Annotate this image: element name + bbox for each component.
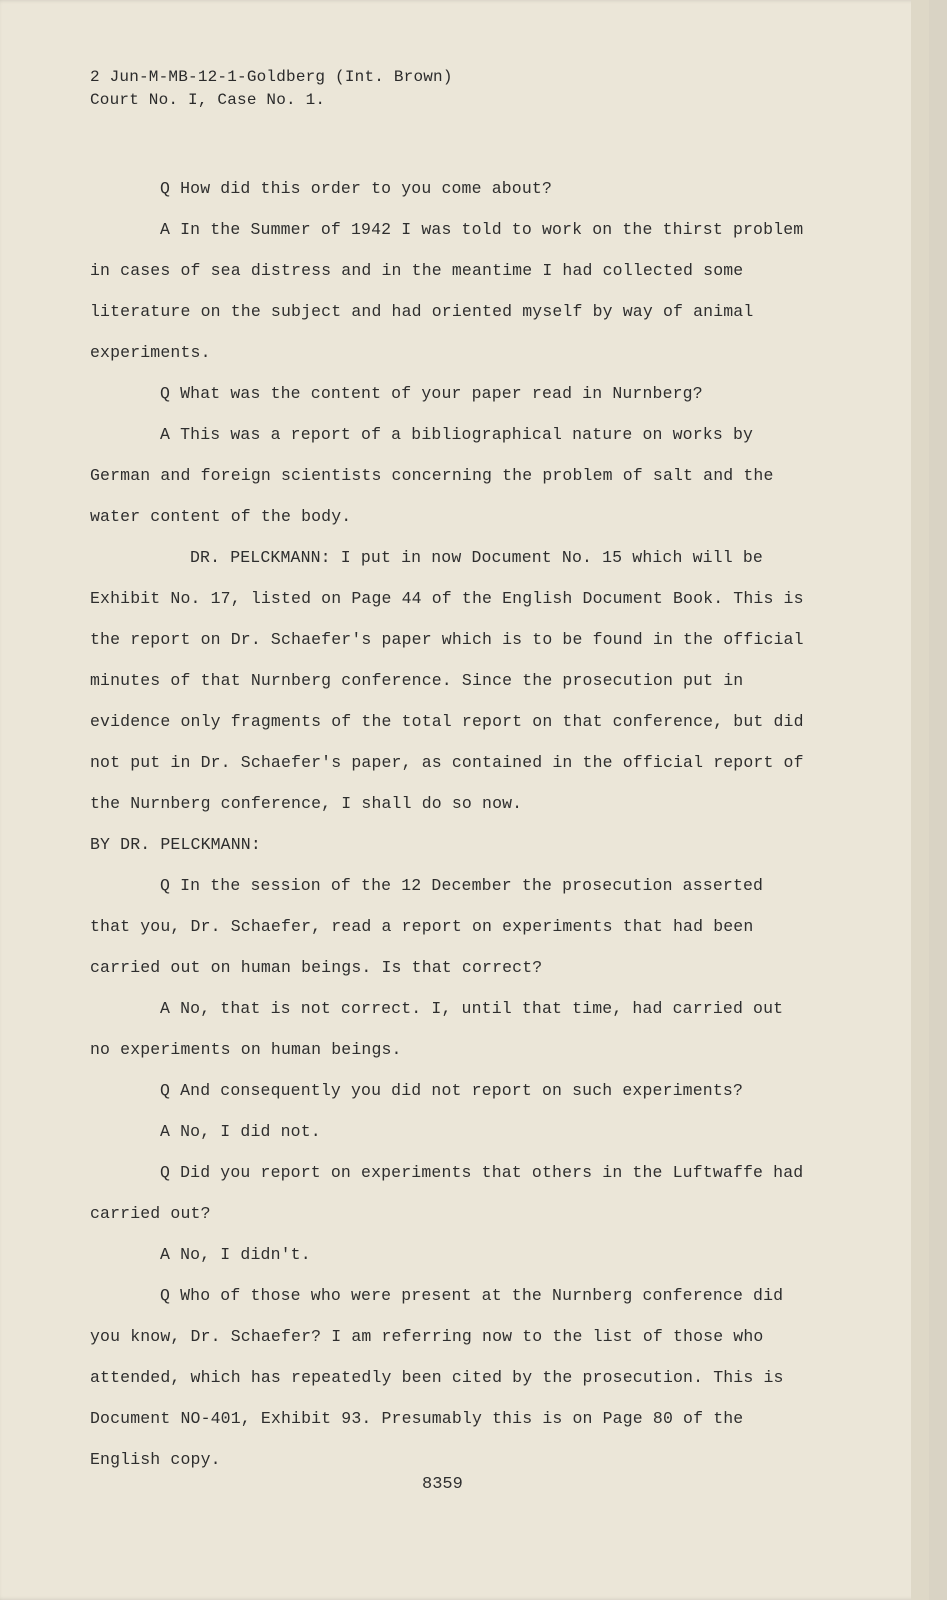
header-court-line: Court No. I, Case No. 1. [90, 91, 326, 109]
examiner-heading: BY DR. PELCKMANN: [90, 835, 261, 854]
header-reference-line: 2 Jun-M-MB-12-1-Goldberg (Int. Brown) [90, 68, 453, 86]
transcript-paragraph: A No, that is not correct. I, until that time, had carried out no experiments on human beings. [90, 999, 784, 1059]
transcript-paragraph: A No, I didn't. [160, 1245, 311, 1264]
transcript-paragraph: A In the Summer of 1942 I was told to work on the thirst problem in cases of sea distress and in the meantime I had collected some literature on the subject and had oriented myself by way of animal experiments. [90, 220, 804, 362]
transcript-paragraph: Q How did this order to you come about? [160, 179, 553, 198]
transcript-paragraph: Q Did you report on experiments that others in the Luftwaffe had carried out? [90, 1163, 804, 1223]
transcript-paragraph: A No, I did not. [160, 1122, 321, 1141]
transcript-paragraph: Q In the session of the 12 December the prosecution asserted that you, Dr. Schaefer, read a report on experiments that had been carried out on human beings. Is that correct? [90, 876, 764, 977]
transcript-paragraph: Q What was the content of your paper read in Nurnberg? [160, 384, 703, 403]
transcript-paragraph: A This was a report of a bibliographical nature on works by German and foreign scientists concerning the problem of salt and the water content of the body. [90, 425, 774, 526]
page-number: 8359 [422, 1475, 463, 1494]
transcript-paragraph: Q Who of those who were present at the Nurnberg conference did you know, Dr. Schaefer? I am referring now to the list of those who attended, which has repeatedly been cited by the prosecution. This is Document NO-401, Exhibit 93. Presumably this is on Page 80 of the English copy. [90, 1286, 784, 1469]
transcript-paragraph: Q And consequently you did not report on such experiments? [160, 1081, 743, 1100]
document-header [90, 66, 453, 112]
transcript-body [90, 168, 810, 1480]
transcript-paragraph-speaker: DR. PELCKMANN: I put in now Document No. 15 which will be Exhibit No. 17, listed on Page 44 of the English Document Book. This is the report on Dr. Schaefer's paper which is to be found in the official minutes of that Nurnberg conference. Since the prosecution put in evidence only fragments of the total report on that conference, but did not put in Dr. Schaefer's paper, as contained in the official report of the Nurnberg conference, I shall do so now. [90, 548, 804, 813]
page-edge [911, 0, 929, 1600]
